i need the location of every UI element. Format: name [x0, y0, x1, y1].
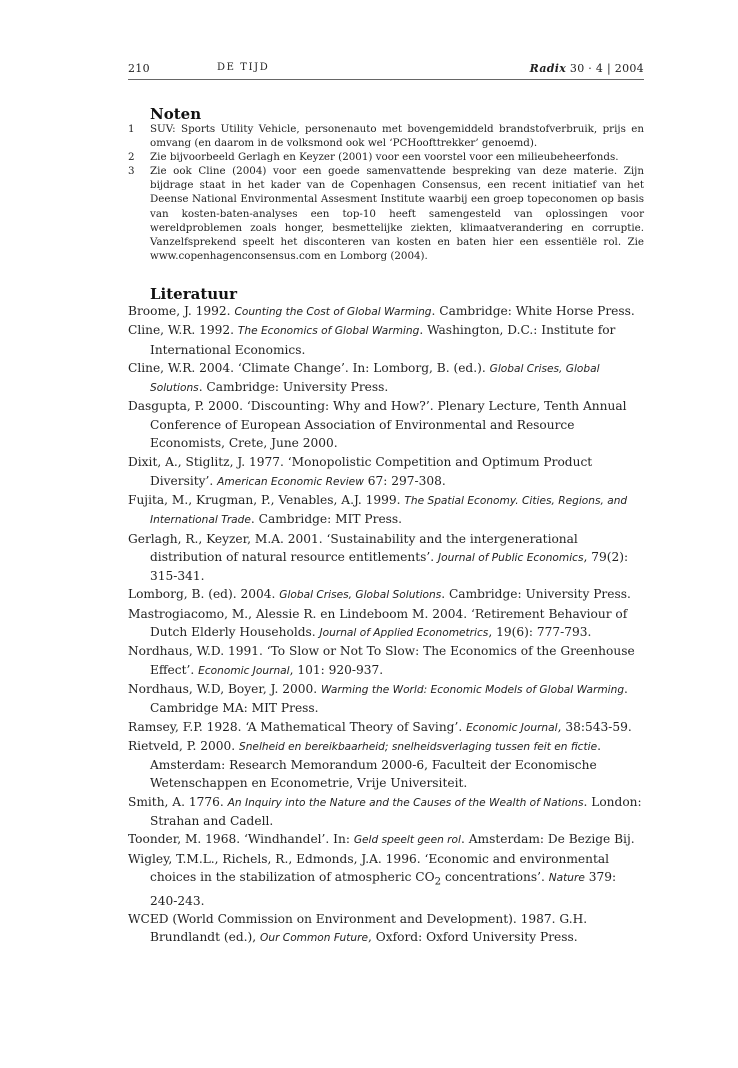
reference-item [128, 642, 644, 680]
ref-title: Snelheid en bereikbaarheid; snelheidsverlaging tussen feit en fictie [238, 740, 598, 753]
literature-heading: Literatuur [150, 285, 237, 303]
reference-item [128, 585, 644, 604]
ref-text: . Amsterdam: Research Memorandum 2000-6, Faculteit der Economische Wetenschappen en Econometrie, Vrije Universiteit. [150, 738, 601, 791]
reference-item [128, 302, 644, 321]
running-header [128, 62, 644, 78]
ref-text: . Amsterdam: De Bezige Bij. [460, 832, 635, 847]
journal-issue [530, 62, 644, 75]
ref-text: Broome, J. 1992. [128, 304, 235, 318]
ref-text: , 19(6): 777-793. [488, 625, 592, 640]
reference-item [128, 737, 644, 793]
ref-text: Fujita, M., Krugman, P., Venables, A.J. 1999. [128, 492, 405, 507]
header-rule [128, 79, 644, 80]
ref-text: Rietveld, P. 2000. [128, 738, 239, 753]
reference-item [128, 359, 644, 398]
ref-text: concentrations’. [441, 869, 549, 884]
note-number: 1 [128, 123, 135, 135]
ref-title: Global Crises, Global Solutions [150, 362, 600, 395]
ref-title: Nature [548, 871, 585, 884]
reference-item [128, 491, 644, 530]
ref-title: Counting the Cost of Global Warming [234, 306, 432, 318]
ref-title: American Economic Review [217, 475, 364, 488]
ref-text: Smith, A. 1776. [128, 794, 228, 809]
reference-item [128, 605, 644, 643]
issue-info: 30 · 4 | 2004 [569, 62, 644, 75]
ref-title: An Inquiry into the Nature and the Causes of the Wealth of Nations [227, 796, 584, 809]
ref-text: . London: Strahan and Cadell. [150, 794, 642, 829]
ref-text: 67: 297-308. [363, 473, 446, 488]
ref-text: 379: 240-243. [150, 869, 617, 908]
subscript: 2 [434, 876, 442, 888]
ref-text: , 38:543-59. [557, 719, 632, 734]
ref-title: Economic Journal [198, 664, 290, 677]
journal-name: Radix [529, 62, 567, 75]
reference-item [128, 680, 644, 718]
ref-text: Mastrogiacomo, M., Alessie R. en Lindeboom M. 2004. ‘Retirement Behaviour of Dutch Elderly Households. [128, 606, 628, 640]
reference-list [128, 302, 644, 948]
note-number: 3 [128, 165, 135, 178]
ref-text: , 79(2): 315-341. [150, 549, 629, 584]
ref-text: , 101: 920-937. [289, 662, 384, 677]
notes-list [128, 122, 644, 263]
ref-title: Global Crises, Global Solutions [279, 589, 442, 602]
ref-title: The Spatial Economy. Cities, Regions, and International Trade [150, 494, 628, 527]
note-item [128, 164, 644, 263]
reference-item [128, 718, 644, 737]
ref-title: The Economics of Global Warming [237, 325, 420, 338]
ref-text: . Washington, D.C.: Institute for International Economics. [150, 323, 616, 357]
reference-item [128, 321, 644, 359]
ref-text: . Cambridge: University Press. [441, 587, 631, 602]
ref-text: Cline, W.R. 2004. ‘Climate Change’. In: Lomborg, B. (ed.). [128, 360, 490, 375]
reference-item [128, 530, 644, 586]
note-number: 2 [128, 151, 135, 164]
ref-text: . Cambridge: White Horse Press. [431, 304, 635, 318]
ref-title: Journal of Applied Econometrics [319, 627, 489, 640]
notes-heading: Noten [150, 105, 202, 123]
note-item [128, 122, 644, 150]
ref-text: Dasgupta, P. 2000. ‘Discounting: Why and How?’. Plenary Lecture, Tenth Annual Conference of European Association of Environmental and Resource Economists, Crete, June 2000. [128, 399, 627, 451]
ref-text: , Oxford: Oxford University Press. [368, 930, 578, 945]
ref-text: Wigley, T.M.L., Richels, R., Edmonds, J.A. 1996. ‘Economic and environmental choices in the stabilization of atmospheric CO [128, 851, 610, 884]
ref-text: Cline, W.R. 1992. [128, 323, 238, 338]
ref-text: Nordhaus, W.D. 1991. ‘To Slow or Not To Slow: The Economics of the Greenhouse Effect’. [128, 644, 635, 677]
reference-item [128, 850, 644, 910]
ref-text: WCED (World Commission on Environment and Development). 1987. G.H. Brundlandt (ed.), [128, 911, 588, 945]
ref-text: Ramsey, F.P. 1928. ‘A Mathematical Theory of Saving’. [128, 719, 467, 734]
reference-item [128, 453, 644, 491]
ref-text: . Cambridge MA: MIT Press. [150, 681, 628, 716]
ref-text: Dixit, A., Stiglitz, J. 1977. ‘Monopolistic Competition and Optimum Product Diversity’. [128, 455, 593, 488]
ref-title: Geld speelt geen rol [353, 834, 461, 847]
ref-text: Gerlagh, R., Keyzer, M.A. 2001. ‘Sustainability and the intergenerational distribution of natural resource entitlements’. [128, 531, 578, 564]
page-number: 210 [128, 62, 150, 75]
ref-text: Lomborg, B. (ed). 2004. [128, 587, 280, 602]
ref-text: . Cambridge: University Press. [198, 380, 389, 395]
ref-title: Our Common Future [260, 932, 368, 945]
section-name: DE TIJD [217, 62, 270, 73]
reference-item [128, 397, 644, 453]
note-text: Zie ook Cline (2004) voor een goede samenvattende bespreking van deze materie. Zijn bijdrage staat in het kader van de Copenhagen Consensus, een recent initiatief van het Deense National Environmental Assesment Institute waarbij een groep topeconomen op basis van kosten-baten-analyses een top-10 heeft samengesteld van oplossingen voor wereldproblemen zoals honger, besmettelijke ziekten, klimaatverandering en corruptie. Vanzelfsprekend speelt het disconteren van kosten en baten hier een essentiële rol. Zie www.copenhagenconsensus.com en Lomborg (2004). [150, 165, 644, 262]
note-text: Zie bijvoorbeeld Gerlagh en Keyzer (2001) voor een voorstel voor een milieubeheerfonds. [150, 151, 619, 164]
ref-text: Nordhaus, W.D, Boyer, J. 2000. [128, 681, 322, 696]
reference-item [128, 793, 644, 831]
reference-item [128, 910, 644, 948]
ref-title: Journal of Public Economics [438, 551, 584, 564]
ref-text: . Cambridge: MIT Press. [250, 512, 403, 527]
note-item [128, 150, 644, 164]
ref-title: Economic Journal [466, 721, 558, 734]
ref-text: Toonder, M. 1968. ‘Windhandel’. In: [128, 832, 354, 847]
ref-title: Warming the World: Economic Models of Global Warming [321, 683, 625, 696]
reference-item [128, 830, 644, 849]
note-text: SUV: Sports Utility Vehicle, personenauto met bovengemiddeld brandstofverbruik, prijs en omvang (en daarom in de volksmond ook wel ‘PCHoofttrekker’ genoemd). [150, 123, 644, 150]
